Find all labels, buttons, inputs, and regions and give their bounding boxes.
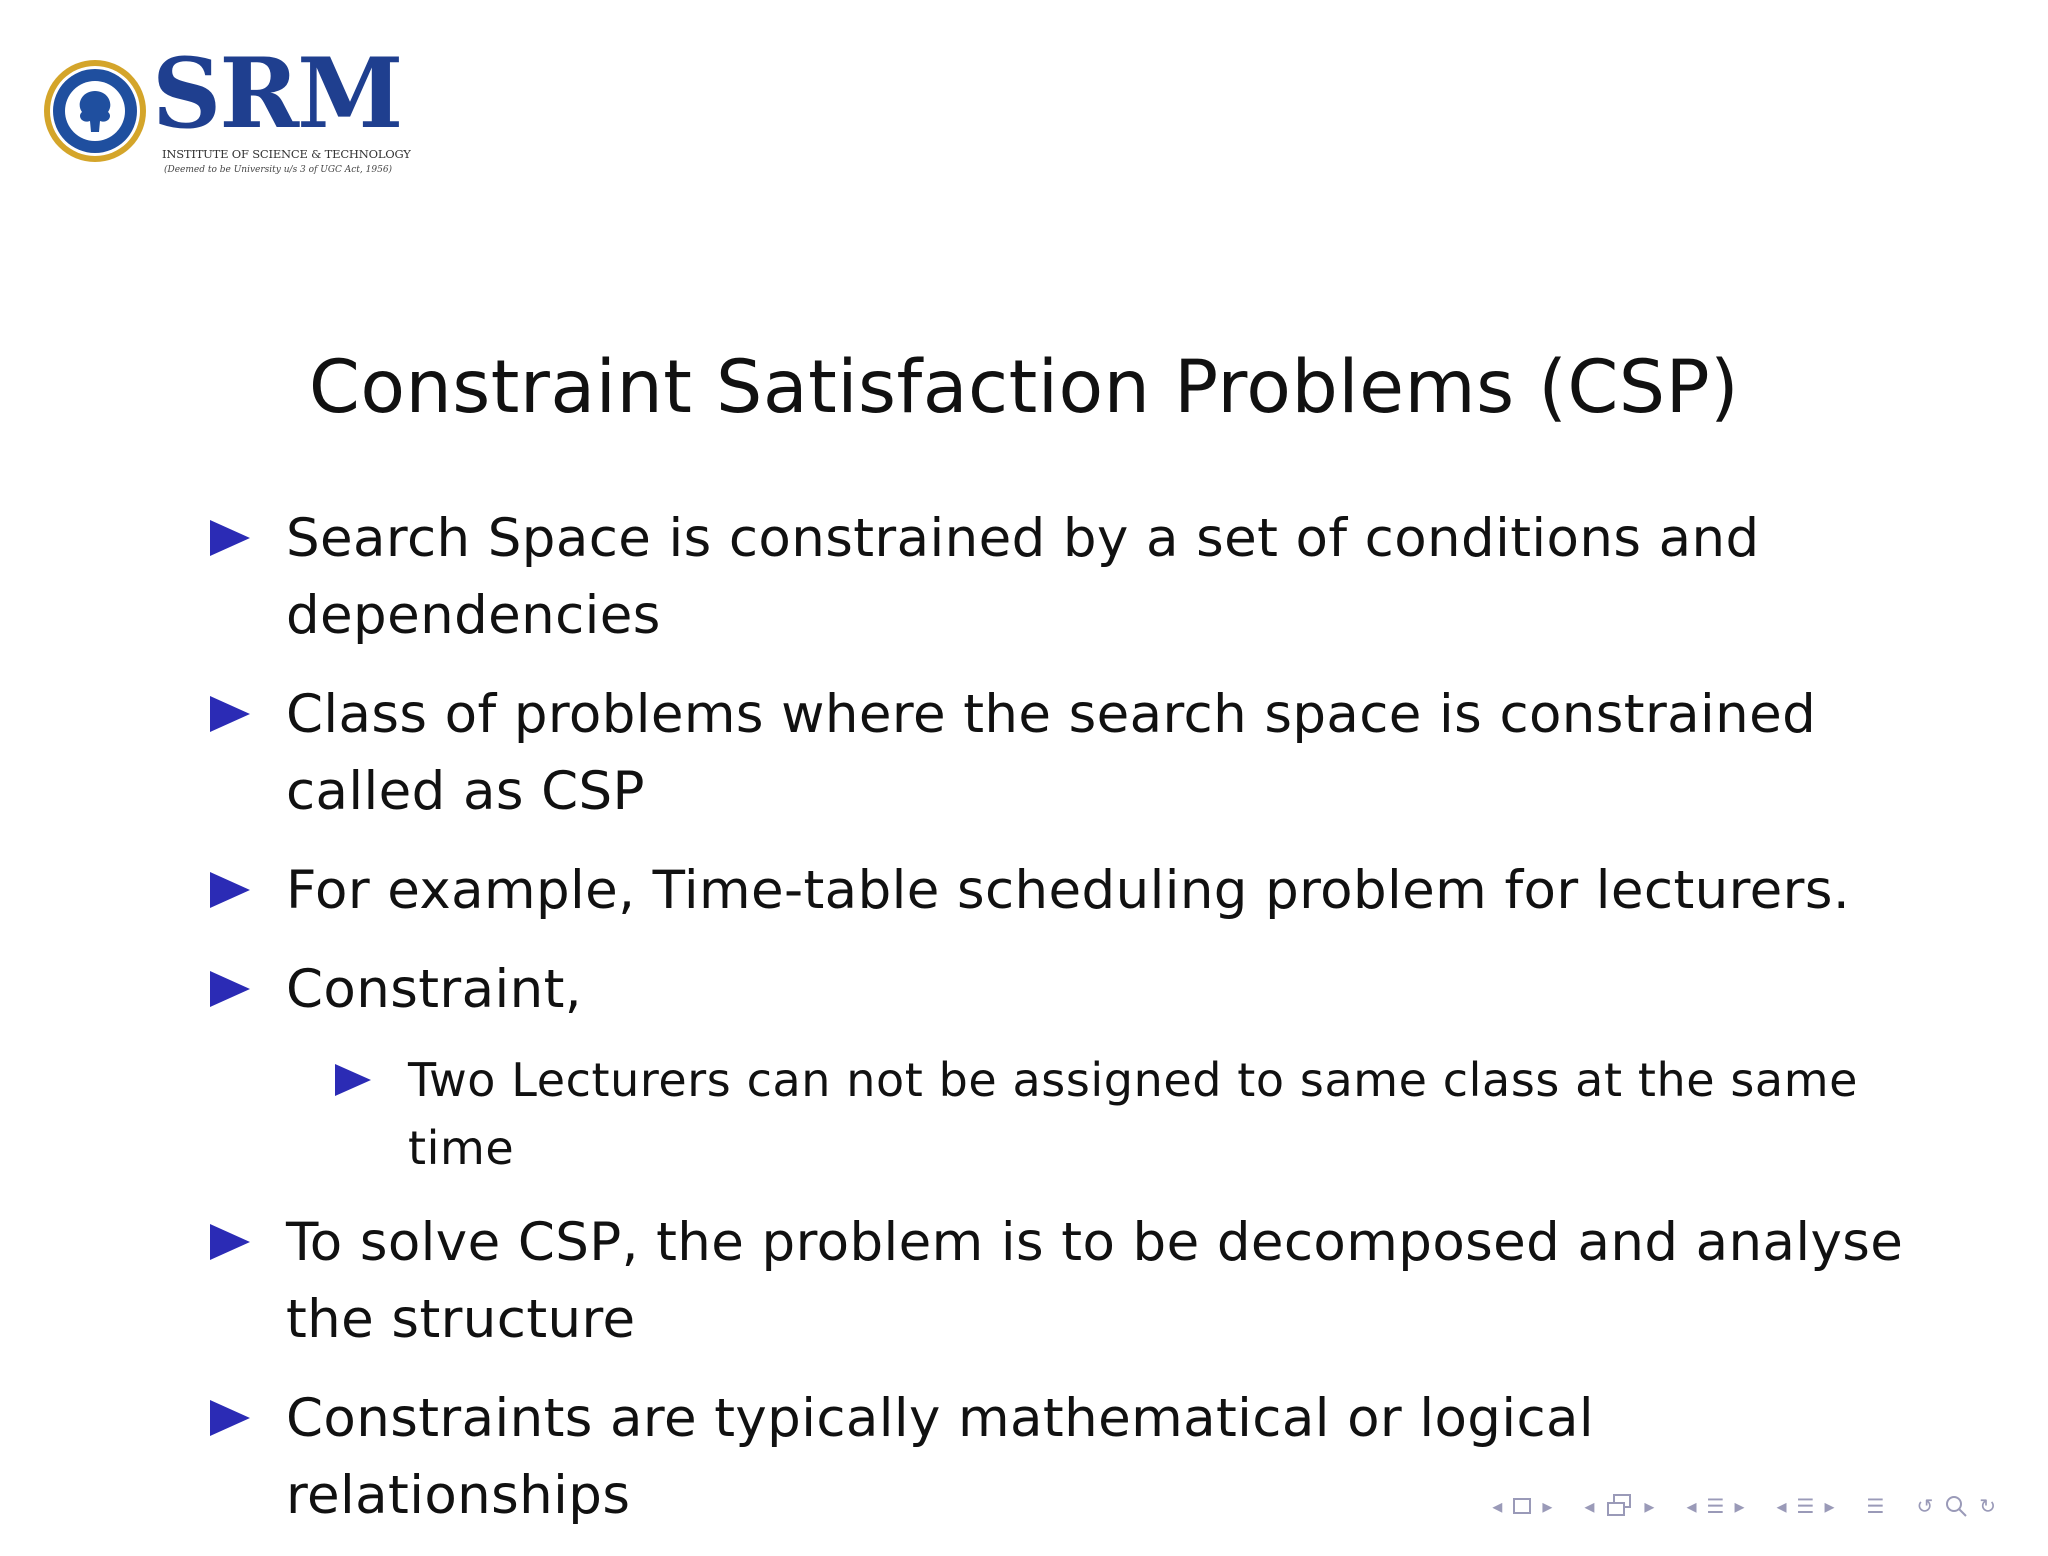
sub-bullet-triangle-icon (335, 1064, 371, 1096)
sub-bullet-item (335, 1046, 1930, 1182)
section-icon[interactable]: ☰ (1796, 1494, 1815, 1518)
next-arrow-icon[interactable]: ▸ (1824, 1494, 1835, 1518)
bullet-text: For example, Time-table scheduling problem for lecturers. (286, 860, 1851, 921)
prev-arrow-icon[interactable]: ◂ (1776, 1494, 1787, 1518)
prev-arrow-icon[interactable]: ◂ (1584, 1494, 1595, 1518)
logo-tagline: (Deemed to be University u/s 3 of UGC Act, 1956) (164, 165, 393, 175)
bullet-item (210, 676, 1930, 830)
prev-arrow-icon[interactable]: ◂ (1686, 1494, 1697, 1518)
bullet-text: Search Space is constrained by a set of conditions and dependencies (286, 508, 1760, 646)
prev-arrow-icon[interactable]: ◂ (1492, 1494, 1503, 1518)
bullet-triangle-icon (210, 1224, 250, 1260)
subsection-icon[interactable] (1604, 1493, 1634, 1519)
bullet-text: Constraints are typically mathematical or logical relationships (286, 1388, 1595, 1526)
next-arrow-icon[interactable]: ▸ (1644, 1494, 1655, 1518)
beamer-navigation-bar (1492, 1488, 2006, 1524)
next-arrow-icon[interactable]: ▸ (1542, 1494, 1553, 1518)
frame-icon[interactable] (1512, 1497, 1532, 1515)
bullet-text: Class of problems where the search space is constrained called as CSP (286, 684, 1817, 822)
logo-subtitle: INSTITUTE OF SCIENCE & TECHNOLOGY (162, 147, 411, 161)
bullet-item (210, 951, 1930, 1028)
search-icon[interactable] (1943, 1493, 1969, 1519)
sub-bullet-text: Two Lecturers can not be assigned to same class at the same time (408, 1053, 1859, 1175)
bullet-triangle-icon (210, 971, 250, 1007)
bullet-triangle-icon (210, 696, 250, 732)
next-arrow-icon[interactable]: ▸ (1734, 1494, 1745, 1518)
bullet-triangle-icon (210, 1400, 250, 1436)
bullet-text: Constraint, (286, 959, 583, 1020)
bullet-item (210, 852, 1930, 929)
undo-icon[interactable]: ↺ (1916, 1494, 1934, 1518)
slide-list-icon[interactable]: ☰ (1866, 1494, 1885, 1518)
bullet-text: To solve CSP, the problem is to be decomposed and analyse the structure (286, 1212, 1904, 1350)
section-icon[interactable]: ☰ (1706, 1494, 1725, 1518)
logo-wordmark: SRM (152, 37, 402, 150)
slide-title: Constraint Satisfaction Problems (CSP) (308, 345, 1740, 430)
bullet-triangle-icon (210, 520, 250, 556)
bullet-item (210, 1204, 1930, 1358)
bullet-triangle-icon (210, 872, 250, 908)
bullet-list (210, 500, 1930, 1556)
bullet-item (210, 500, 1930, 654)
university-seal-icon (42, 58, 148, 164)
redo-icon[interactable]: ↻ (1979, 1494, 1996, 1518)
srm-logo (40, 37, 411, 184)
